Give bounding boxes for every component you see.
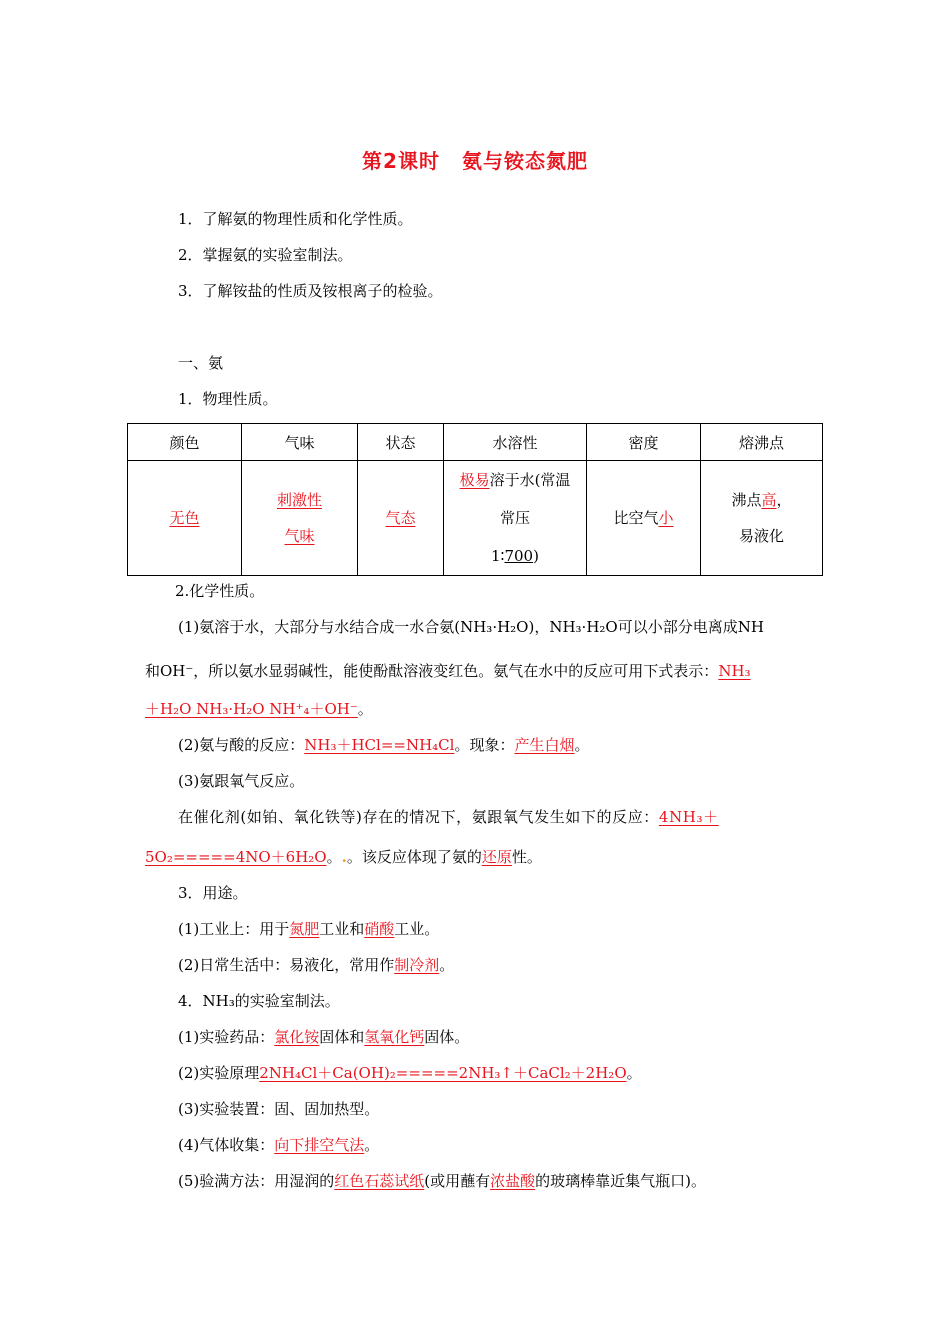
use-2-text: (2)日常生活中：易液化，常用作 [178,956,395,974]
header-solubility: 水溶性 [444,424,587,461]
bp-line2: 易液化 [738,527,784,545]
para-3-heading: (3)氨跟氧气反应。 [178,772,305,790]
para-2-text: (2)氨与酸的反应： [178,736,305,754]
table-row [128,461,823,576]
lab-1-end: 固体。 [424,1028,470,1046]
solubility-red: 极易 [459,471,490,489]
use-2-end: 。 [439,956,455,974]
para-2-mid: 。现象： [454,736,515,754]
header-odor: 气味 [242,424,358,461]
reagent-calcium-hydroxide: 氢氧化钙 [364,1028,425,1046]
bp-comma: ， [776,491,792,509]
para-1-line-1: (1)氨溶于水，大部分与水结合成一水合氨(NH₃·H₂O)，NH₃·H₂O可以小部分电离成NH [178,618,764,636]
equation-oxidation-a: 4NH₃＋ [658,808,719,826]
lab-5-end: 的玻璃棒靠近集气瓶口)。 [535,1172,706,1190]
density-red: 小 [658,509,674,527]
lab-1 [178,1026,843,1048]
lab-5-mid: (或用蘸有 [424,1172,491,1190]
para-3-line-2-mid: 。该反应体现了氨的 [346,848,482,866]
header-density: 密度 [587,424,701,461]
solubility-line3-prefix: 1∶ [491,547,505,565]
page-title [0,145,950,174]
use-1-end: 工业。 [394,920,440,938]
lab-3: (3)实验装置：固、固加热型。 [178,1100,380,1118]
equation-nh3-hcl: NH₃＋HCl==NH₄Cl [304,736,455,754]
use-heading: 3．用途。 [178,884,248,902]
lab-2 [178,1062,843,1084]
use-2 [178,954,843,976]
phenomenon-white-smoke: 产生白烟 [514,736,575,754]
test-paper: 红色石蕊试纸 [334,1172,425,1190]
para-1-line-2 [145,660,810,682]
use-nitric-acid: 硝酸 [364,920,395,938]
lab-heading: 4．NH₃的实验室制法。 [178,992,340,1010]
lab-4-text: (4)气体收集： [178,1136,275,1154]
equation-lab-preparation: 2NH₄Cl＋Ca(OH)₂=====2NH₃↑＋CaCl₂＋2H₂O [259,1064,627,1082]
solubility-line3-suffix: ) [533,547,539,565]
title-topic: 氨与铵态氮肥 [461,149,588,173]
odor-value-1: 刺激性 [276,491,322,509]
equation-nh3-water-b: ＋H₂O NH₃·H₂O NH⁺₄＋OH⁻ [145,700,358,718]
lab-1-mid: 固体和 [319,1028,365,1046]
use-refrigerant: 制冷剂 [394,956,440,974]
use-1-mid: 工业和 [319,920,365,938]
lab-5 [178,1170,843,1192]
lab-2-end: 。 [626,1064,642,1082]
para-3-line-1-text: 在催化剂(如铂、氧化铁等)存在的情况下，氨跟氧气发生如下的反应： [178,808,659,826]
bp-red: 高 [761,491,777,509]
title-lesson: 第2课时 [362,149,440,173]
collection-method: 向下排空气法 [274,1136,365,1154]
para-3-line-2-dot: 。 [326,848,342,866]
cell-state [358,461,444,576]
orange-dot-mark: . [341,848,347,866]
para-1-line-2-text: 和OH⁻，所以氨水显弱碱性，能使酚酞溶液变红色。氨气在水中的反应可用下式表示： [145,662,719,680]
use-nitrogen-fertilizer: 氮肥 [289,920,320,938]
cell-solubility [444,461,587,576]
density-prefix: 比空气 [613,509,659,527]
cell-color [128,461,242,576]
header-melting-boiling: 熔沸点 [701,424,823,461]
solubility-line2: 常压 [499,509,530,527]
bp-prefix: 沸点 [731,491,762,509]
reducing-property: 还原 [481,848,512,866]
lab-2-text: (2)实验原理 [178,1064,260,1082]
section-heading: 一、氨 [178,354,224,372]
header-state: 状态 [358,424,444,461]
equation-nh3-water-a: NH₃ [718,662,751,680]
lab-4-end: 。 [364,1136,380,1154]
para-2-end: 。 [574,736,590,754]
cell-density [587,461,701,576]
objective-2: 2．掌握氨的实验室制法。 [178,246,353,264]
color-value: 无色 [169,509,200,527]
equation-oxidation-b: 5O₂=====4NO＋6H₂O [145,848,327,866]
use-1 [178,918,843,940]
odor-value-2: 气味 [284,527,315,545]
use-1-text: (1)工业上：用于 [178,920,290,938]
lab-4 [178,1134,843,1156]
solubility-ratio: 700 [504,547,534,565]
para-3-line-1 [178,806,843,828]
objective-3: 3．了解铵盐的性质及铵根离子的检验。 [178,282,443,300]
cell-boiling [701,461,823,576]
reagent-ammonium-chloride: 氯化铵 [274,1028,320,1046]
table-header-row [128,424,823,461]
lab-1-text: (1)实验药品： [178,1028,275,1046]
chem-heading: 2.化学性质。 [175,582,265,600]
para-1-line-3 [145,698,810,720]
para-3-line-2-end: 性。 [511,848,542,866]
para-2 [178,734,843,756]
lab-5-text: (5)验满方法：用湿润的 [178,1172,335,1190]
para-1-line-3-end: 。 [357,700,373,718]
physical-properties-table [127,423,823,576]
concentrated-hcl: 浓盐酸 [490,1172,536,1190]
solubility-rest: 溶于水(常温 [489,471,571,489]
para-3-line-2 [145,846,810,868]
header-color: 颜色 [128,424,242,461]
physical-heading: 1．物理性质。 [178,390,278,408]
objective-1: 1．了解氨的物理性质和化学性质。 [178,210,413,228]
state-value: 气态 [385,509,416,527]
cell-odor [242,461,358,576]
